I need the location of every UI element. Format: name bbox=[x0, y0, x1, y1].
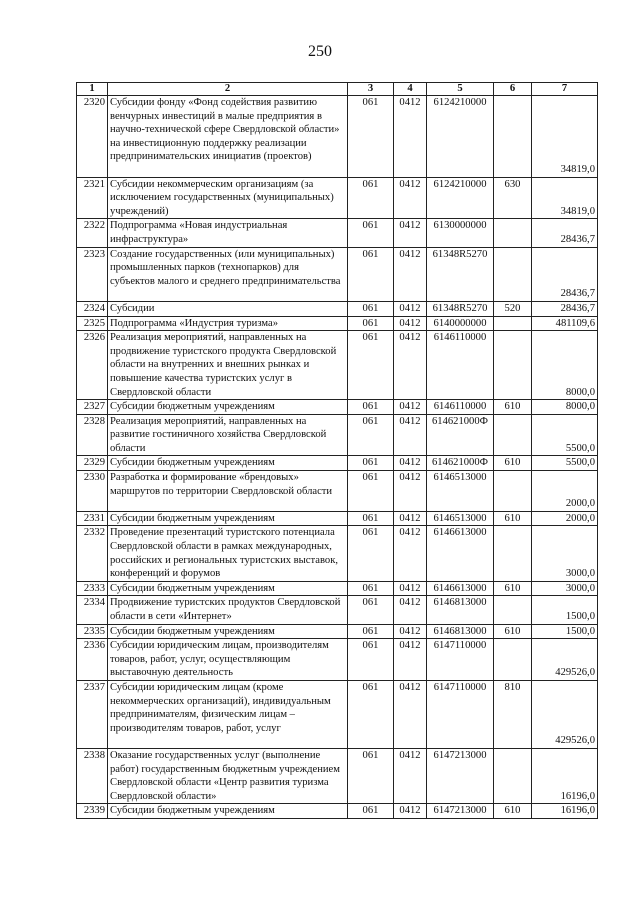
target-code-cell: 6146110000 bbox=[427, 331, 494, 400]
table-row bbox=[77, 219, 598, 247]
row-number-cell: 2321 bbox=[77, 177, 108, 219]
section-code-cell: 0412 bbox=[394, 526, 427, 581]
amount-cell: 3000,0 bbox=[532, 526, 598, 581]
row-number-cell: 2329 bbox=[77, 456, 108, 471]
row-name-cell: Субсидии бюджетным учреждениям bbox=[108, 456, 348, 471]
table-row bbox=[77, 400, 598, 415]
table-row bbox=[77, 681, 598, 749]
table-row bbox=[77, 301, 598, 316]
column-header: 7 bbox=[532, 83, 598, 96]
section-code-cell: 0412 bbox=[394, 177, 427, 219]
expense-type-cell bbox=[494, 471, 532, 512]
target-code-cell: 6130000000 bbox=[427, 219, 494, 247]
amount-cell: 5500,0 bbox=[532, 414, 598, 456]
section-code-cell: 0412 bbox=[394, 331, 427, 400]
table-row bbox=[77, 177, 598, 219]
ministry-code-cell: 061 bbox=[348, 639, 394, 681]
budget-table bbox=[76, 82, 598, 819]
section-code-cell: 0412 bbox=[394, 456, 427, 471]
row-number-cell: 2335 bbox=[77, 624, 108, 639]
amount-cell: 28436,7 bbox=[532, 219, 598, 247]
section-code-cell: 0412 bbox=[394, 414, 427, 456]
table-row bbox=[77, 316, 598, 331]
section-code-cell: 0412 bbox=[394, 596, 427, 624]
ministry-code-cell: 061 bbox=[348, 316, 394, 331]
column-header: 5 bbox=[427, 83, 494, 96]
section-code-cell: 0412 bbox=[394, 804, 427, 819]
expense-type-cell bbox=[494, 414, 532, 456]
expense-type-cell bbox=[494, 331, 532, 400]
row-number-cell: 2323 bbox=[77, 247, 108, 301]
target-code-cell: 61348R5270 bbox=[427, 301, 494, 316]
target-code-cell: 6146813000 bbox=[427, 596, 494, 624]
row-name-cell: Субсидии бюджетным учреждениям bbox=[108, 511, 348, 526]
table-row bbox=[77, 331, 598, 400]
section-code-cell: 0412 bbox=[394, 219, 427, 247]
section-code-cell: 0412 bbox=[394, 400, 427, 415]
section-code-cell: 0412 bbox=[394, 301, 427, 316]
column-header: 4 bbox=[394, 83, 427, 96]
row-name-cell: Реализация мероприятий, направленных на развитие гостиничного хозяйства Свердловской области bbox=[108, 414, 348, 456]
expense-type-cell: 520 bbox=[494, 301, 532, 316]
ministry-code-cell: 061 bbox=[348, 581, 394, 596]
table-row bbox=[77, 804, 598, 819]
ministry-code-cell: 061 bbox=[348, 96, 394, 178]
expense-type-cell: 610 bbox=[494, 581, 532, 596]
table-row bbox=[77, 511, 598, 526]
ministry-code-cell: 061 bbox=[348, 247, 394, 301]
row-name-cell: Подпрограмма «Новая индустриальная инфраструктура» bbox=[108, 219, 348, 247]
row-name-cell: Продвижение туристских продуктов Свердловской области в сети «Интернет» bbox=[108, 596, 348, 624]
amount-cell: 429526,0 bbox=[532, 639, 598, 681]
ministry-code-cell: 061 bbox=[348, 471, 394, 512]
table-row bbox=[77, 596, 598, 624]
section-code-cell: 0412 bbox=[394, 247, 427, 301]
ministry-code-cell: 061 bbox=[348, 177, 394, 219]
row-name-cell: Субсидии некоммерческим организациям (за исключением государственных (муниципальных) учреждений) bbox=[108, 177, 348, 219]
row-name-cell: Оказание государственных услуг (выполнение работ) государственным бюджетным учреждением Свердловской области «Центр развития туризма Свердловской области» bbox=[108, 749, 348, 804]
target-code-cell: 6147213000 bbox=[427, 749, 494, 804]
row-number-cell: 2328 bbox=[77, 414, 108, 456]
row-name-cell: Субсидии бюджетным учреждениям bbox=[108, 581, 348, 596]
row-number-cell: 2337 bbox=[77, 681, 108, 749]
row-name-cell: Субсидии фонду «Фонд содействия развитию венчурных инвестиций в малые предприятия в научно-технической сфере Свердловской области» на инвестиционную поддержку реализации предпринимательских инициатив (проектов) bbox=[108, 96, 348, 178]
ministry-code-cell: 061 bbox=[348, 331, 394, 400]
section-code-cell: 0412 bbox=[394, 681, 427, 749]
amount-cell: 34819,0 bbox=[532, 96, 598, 178]
amount-cell: 1500,0 bbox=[532, 624, 598, 639]
row-name-cell: Проведение презентаций туристского потенциала Свердловской области в рамках международных, российских и региональных туристских выставок, конференций и форумов bbox=[108, 526, 348, 581]
expense-type-cell: 810 bbox=[494, 681, 532, 749]
amount-cell: 28436,7 bbox=[532, 301, 598, 316]
amount-cell: 2000,0 bbox=[532, 511, 598, 526]
row-number-cell: 2322 bbox=[77, 219, 108, 247]
table-row bbox=[77, 471, 598, 512]
target-code-cell: 6146513000 bbox=[427, 471, 494, 512]
target-code-cell: 6146813000 bbox=[427, 624, 494, 639]
expense-type-cell bbox=[494, 316, 532, 331]
ministry-code-cell: 061 bbox=[348, 301, 394, 316]
target-code-cell: 6146613000 bbox=[427, 526, 494, 581]
target-code-cell: 6146513000 bbox=[427, 511, 494, 526]
amount-cell: 8000,0 bbox=[532, 400, 598, 415]
section-code-cell: 0412 bbox=[394, 511, 427, 526]
ministry-code-cell: 061 bbox=[348, 749, 394, 804]
table-row bbox=[77, 639, 598, 681]
ministry-code-cell: 061 bbox=[348, 596, 394, 624]
row-name-cell: Разработка и формирование «брендовых» маршрутов по территории Свердловской области bbox=[108, 471, 348, 512]
row-name-cell: Субсидии бюджетным учреждениям bbox=[108, 624, 348, 639]
amount-cell: 8000,0 bbox=[532, 331, 598, 400]
target-code-cell: 6146110000 bbox=[427, 400, 494, 415]
row-name-cell: Субсидии бюджетным учреждениям bbox=[108, 400, 348, 415]
amount-cell: 2000,0 bbox=[532, 471, 598, 512]
row-number-cell: 2333 bbox=[77, 581, 108, 596]
section-code-cell: 0412 bbox=[394, 96, 427, 178]
table-row bbox=[77, 456, 598, 471]
ministry-code-cell: 061 bbox=[348, 414, 394, 456]
expense-type-cell: 630 bbox=[494, 177, 532, 219]
target-code-cell: 6124210000 bbox=[427, 177, 494, 219]
amount-cell: 3000,0 bbox=[532, 581, 598, 596]
amount-cell: 28436,7 bbox=[532, 247, 598, 301]
row-name-cell: Субсидии юридическим лицам (кроме некоммерческих организаций), индивидуальным предпринимателям, физическим лицам – производителям товаров, работ, услуг bbox=[108, 681, 348, 749]
table-row bbox=[77, 526, 598, 581]
row-name-cell: Субсидии бюджетным учреждениям bbox=[108, 804, 348, 819]
column-header: 2 bbox=[108, 83, 348, 96]
row-name-cell: Создание государственных (или муниципальных) промышленных парков (технопарков) для субъектов малого и среднего предпринимательства bbox=[108, 247, 348, 301]
expense-type-cell: 610 bbox=[494, 456, 532, 471]
table-body bbox=[77, 96, 598, 819]
section-code-cell: 0412 bbox=[394, 749, 427, 804]
target-code-cell: 61348R5270 bbox=[427, 247, 494, 301]
column-header: 6 bbox=[494, 83, 532, 96]
row-name-cell: Реализация мероприятий, направленных на продвижение туристского продукта Свердловской области на внутренних и внешних рынках и повышение качества туристских услуг в Свердловской области bbox=[108, 331, 348, 400]
target-code-cell: 6124210000 bbox=[427, 96, 494, 178]
row-number-cell: 2330 bbox=[77, 471, 108, 512]
target-code-cell: 6140000000 bbox=[427, 316, 494, 331]
expense-type-cell bbox=[494, 96, 532, 178]
section-code-cell: 0412 bbox=[394, 624, 427, 639]
row-number-cell: 2327 bbox=[77, 400, 108, 415]
ministry-code-cell: 061 bbox=[348, 681, 394, 749]
ministry-code-cell: 061 bbox=[348, 219, 394, 247]
expense-type-cell: 610 bbox=[494, 624, 532, 639]
ministry-code-cell: 061 bbox=[348, 456, 394, 471]
amount-cell: 34819,0 bbox=[532, 177, 598, 219]
ministry-code-cell: 061 bbox=[348, 526, 394, 581]
table-row bbox=[77, 624, 598, 639]
amount-cell: 481109,6 bbox=[532, 316, 598, 331]
row-number-cell: 2324 bbox=[77, 301, 108, 316]
target-code-cell: 6146613000 bbox=[427, 581, 494, 596]
table-row bbox=[77, 96, 598, 178]
column-header: 3 bbox=[348, 83, 394, 96]
target-code-cell: 6147213000 bbox=[427, 804, 494, 819]
table-row bbox=[77, 749, 598, 804]
table-row bbox=[77, 247, 598, 301]
row-number-cell: 2325 bbox=[77, 316, 108, 331]
amount-cell: 16196,0 bbox=[532, 804, 598, 819]
expense-type-cell bbox=[494, 596, 532, 624]
row-number-cell: 2320 bbox=[77, 96, 108, 178]
table-row bbox=[77, 581, 598, 596]
amount-cell: 429526,0 bbox=[532, 681, 598, 749]
section-code-cell: 0412 bbox=[394, 581, 427, 596]
ministry-code-cell: 061 bbox=[348, 511, 394, 526]
row-number-cell: 2338 bbox=[77, 749, 108, 804]
column-header: 1 bbox=[77, 83, 108, 96]
row-number-cell: 2336 bbox=[77, 639, 108, 681]
target-code-cell: 6147110000 bbox=[427, 639, 494, 681]
page-number: 250 bbox=[308, 43, 332, 60]
row-name-cell: Подпрограмма «Индустрия туризма» bbox=[108, 316, 348, 331]
ministry-code-cell: 061 bbox=[348, 624, 394, 639]
expense-type-cell: 610 bbox=[494, 804, 532, 819]
expense-type-cell bbox=[494, 526, 532, 581]
row-name-cell: Субсидии bbox=[108, 301, 348, 316]
row-number-cell: 2334 bbox=[77, 596, 108, 624]
expense-type-cell bbox=[494, 749, 532, 804]
expense-type-cell: 610 bbox=[494, 511, 532, 526]
row-number-cell: 2331 bbox=[77, 511, 108, 526]
ministry-code-cell: 061 bbox=[348, 400, 394, 415]
amount-cell: 16196,0 bbox=[532, 749, 598, 804]
header-row bbox=[77, 83, 598, 96]
row-number-cell: 2332 bbox=[77, 526, 108, 581]
target-code-cell: 6147110000 bbox=[427, 681, 494, 749]
ministry-code-cell: 061 bbox=[348, 804, 394, 819]
expense-type-cell: 610 bbox=[494, 400, 532, 415]
row-name-cell: Субсидии юридическим лицам, производителям товаров, работ, услуг, осуществляющим выставочную деятельность bbox=[108, 639, 348, 681]
target-code-cell: 614621000Ф bbox=[427, 456, 494, 471]
expense-type-cell bbox=[494, 247, 532, 301]
section-code-cell: 0412 bbox=[394, 471, 427, 512]
table-row bbox=[77, 414, 598, 456]
expense-type-cell bbox=[494, 219, 532, 247]
section-code-cell: 0412 bbox=[394, 639, 427, 681]
amount-cell: 1500,0 bbox=[532, 596, 598, 624]
row-number-cell: 2326 bbox=[77, 331, 108, 400]
section-code-cell: 0412 bbox=[394, 316, 427, 331]
expense-type-cell bbox=[494, 639, 532, 681]
target-code-cell: 614621000Ф bbox=[427, 414, 494, 456]
row-number-cell: 2339 bbox=[77, 804, 108, 819]
amount-cell: 5500,0 bbox=[532, 456, 598, 471]
